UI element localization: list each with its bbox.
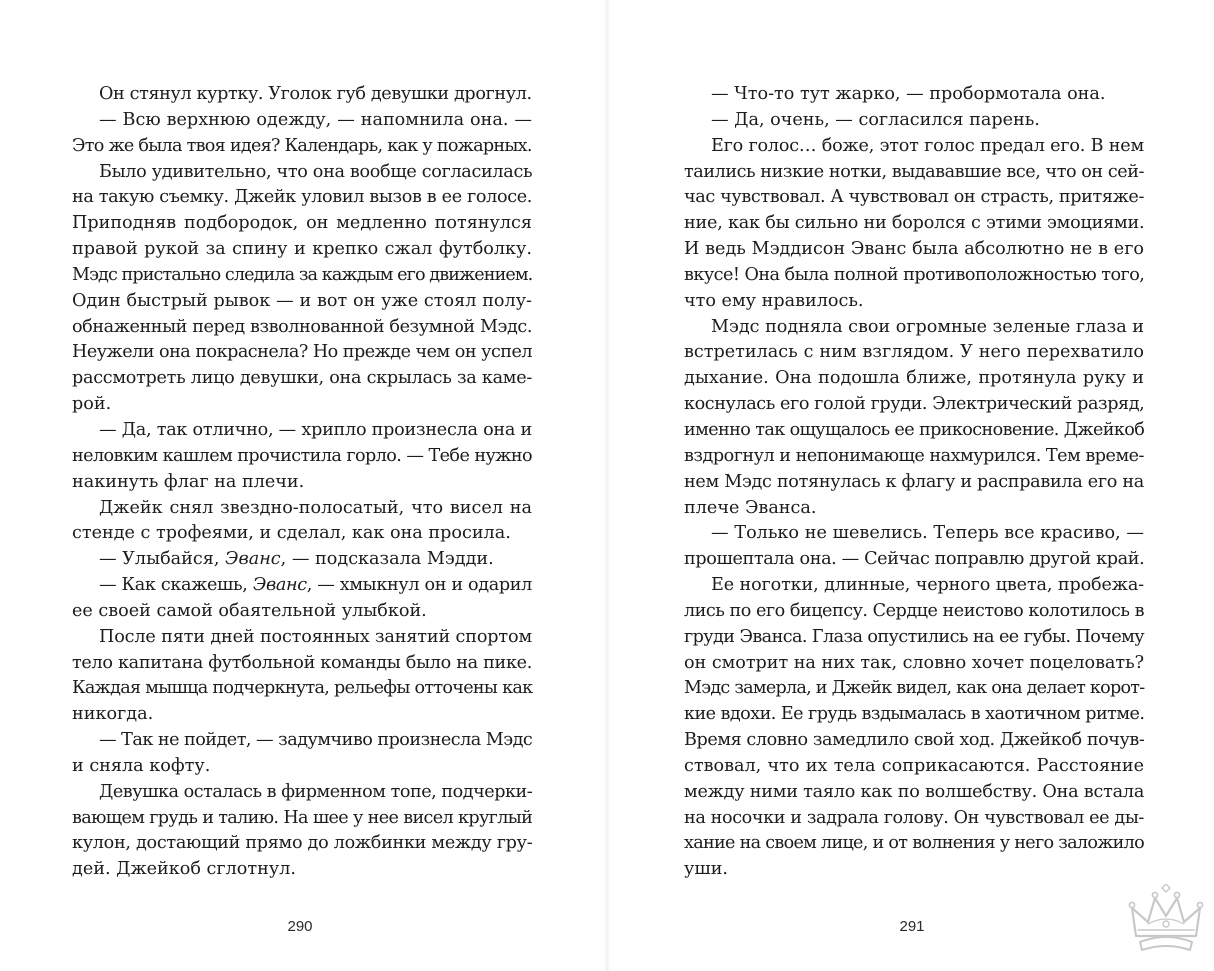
left-text-line: вающем грудь и талию. На шее у нее висел круглый bbox=[72, 807, 533, 828]
left-text-line: дей. Джейкоб сглотнул. bbox=[72, 859, 296, 880]
left-page bbox=[72, 82, 532, 883]
right-text-line: Время словно замедлило свой ход. Джейкоб почув- bbox=[684, 730, 1145, 751]
left-text-line: рой. bbox=[72, 394, 112, 415]
left-text-line: Мэдс пристально следила за каждым его движением. bbox=[72, 264, 533, 285]
left-text-line: Один быстрый рывок — и вот он уже стоял полу- bbox=[72, 290, 532, 311]
left-text-line: ее своей самой обаятельной улыбкой. bbox=[72, 600, 427, 621]
right-text-line: Его голос… боже, этот голос предал его. В нем bbox=[711, 135, 1144, 156]
right-text-line: коснулась его голой груди. Электрический разряд, bbox=[684, 394, 1145, 415]
left-page-text bbox=[72, 82, 532, 883]
right-text-line: — Что-то тут жарко, — пробормотала она. bbox=[711, 84, 1106, 104]
left-text-line: Джейк снял звездно-полосатый, что висел на bbox=[99, 497, 532, 518]
right-text-line: вкусе! Она была полной противоположностью того, bbox=[684, 264, 1145, 285]
left-text-line: никогда. bbox=[72, 704, 154, 725]
right-text-line: час чувствовал. А чувствовал он страсть, притяже- bbox=[684, 187, 1145, 208]
left-text-line: После пяти дней постоянных занятий спортом bbox=[99, 626, 532, 647]
right-text-line: нем Мэдс потянулась к флагу и расправила его на bbox=[684, 471, 1144, 492]
right-text-line: Мэдс замерла, и Джейк видел, как она делает корот- bbox=[684, 678, 1145, 699]
left-text-line: правой рукой за спину и крепко сжал футболку. bbox=[72, 239, 532, 260]
left-text-line: и сняла кофту. bbox=[72, 755, 211, 776]
right-page-text bbox=[684, 82, 1144, 883]
right-text-line: лись по его бицепсу. Сердце неистово колотилось в bbox=[684, 600, 1144, 621]
left-line-italic: Эванс bbox=[252, 575, 307, 596]
right-text-line: кие вдохи. Ее грудь вздымалась в хаотичном ритме. bbox=[684, 704, 1145, 725]
left-line-italic: Эванс bbox=[225, 549, 281, 570]
left-text-line: накинуть флаг на плечи. bbox=[72, 471, 305, 492]
right-text-line: он смотрит на них так, словно хочет поцеловать? bbox=[684, 652, 1144, 673]
right-text-line: дыхание. Она подошла ближе, протянула руку и bbox=[684, 368, 1144, 389]
crown-icon bbox=[1128, 884, 1204, 964]
left-text-line: стенде с трофеями, и сделал, как она просила. bbox=[72, 523, 511, 544]
left-text-line: на такую съемку. Джейк уловил вызов в ее голосе. bbox=[72, 187, 532, 208]
right-text-line: плече Эванса. bbox=[684, 497, 817, 518]
right-text-line: между ними таяло как по волшебству. Она встала bbox=[684, 781, 1145, 802]
left-text-line bbox=[72, 573, 532, 599]
left-text-line: Неужели она покраснела? Но прежде чем он успел bbox=[72, 342, 533, 363]
right-text-line: Ее ноготки, длинные, черного цвета, пробежа- bbox=[711, 575, 1144, 596]
right-text-line: вздрогнул и непонимающе нахмурился. Тем време- bbox=[684, 445, 1144, 466]
right-page bbox=[684, 82, 1144, 883]
left-text-line: Это же была твоя идея? Календарь, как у пожарных. bbox=[72, 135, 532, 156]
left-text-line: Приподняв подбородок, он медленно потянулся bbox=[72, 213, 532, 234]
right-text-line: груди Эванса. Глаза опустились на ее губы. Почему bbox=[684, 626, 1144, 647]
left-text-line: — Всю верхнюю одежду, — напомнила она. — bbox=[99, 109, 532, 130]
right-text-line: хание на своем лице, и от волнения у него заложило bbox=[684, 833, 1144, 854]
left-text-line: — Так не пойдет, — задумчиво произнесла Мэдс bbox=[99, 730, 533, 751]
left-text-line: кулон, достающий прямо до ложбинки между гру- bbox=[72, 833, 533, 854]
right-text-line: что ему нравилось. bbox=[684, 290, 864, 311]
left-text-line: — Да, так отлично, — хрипло произнесла она и bbox=[99, 419, 532, 440]
right-text-line: таились низкие нотки, выдававшие все, что он сей- bbox=[684, 161, 1144, 182]
left-line-fragment: — Улыбайся, bbox=[99, 549, 226, 570]
right-text-line: — Только не шевелись. Теперь все красиво, — bbox=[711, 523, 1144, 544]
left-text-line: неловким кашлем прочистила горло. — Тебе нужно bbox=[72, 445, 532, 466]
right-text-line: прошептала она. — Сейчас поправлю другой край. bbox=[684, 549, 1145, 570]
book-gutter bbox=[604, 0, 610, 971]
left-text-line: Девушка осталась в фирменном топе, подчерки- bbox=[99, 781, 533, 802]
right-text-line: ние, как бы сильно ни боролся с этими эмоциями. bbox=[684, 213, 1145, 234]
right-text-line: Мэдс подняла свои огромные зеленые глаза и bbox=[711, 316, 1144, 337]
left-page-number: 290 bbox=[287, 918, 313, 935]
right-text-line: на носочки и задрала голову. Он чувствовал ее ды- bbox=[684, 807, 1144, 828]
right-text-line: уши. bbox=[684, 859, 729, 880]
right-text-line: — Да, очень, — согласился парень. bbox=[711, 109, 1040, 130]
left-line-fragment: , — подсказала Мэдди. bbox=[280, 549, 494, 570]
right-text-line: И ведь Мэддисон Эванс была абсолютно не в его bbox=[684, 239, 1144, 260]
right-page-number: 291 bbox=[899, 918, 925, 935]
left-text-line: Было удивительно, что она вообще согласилась bbox=[99, 161, 533, 182]
left-text-line: рассмотреть лицо девушки, она скрылась за каме- bbox=[72, 368, 532, 389]
left-text-line bbox=[72, 547, 532, 573]
left-text-line: Каждая мышца подчеркнута, рельефы отточены как bbox=[72, 678, 533, 699]
right-text-line: именно так ощущалось ее прикосновение. Джейкоб bbox=[684, 419, 1145, 440]
right-text-line: встретилась с ним взглядом. У него перехватило bbox=[684, 342, 1144, 363]
left-line-fragment: , — хмыкнул он и одарил bbox=[306, 575, 533, 596]
left-text-line: обнаженный перед взволнованной безумной Мэдс. bbox=[72, 316, 532, 337]
left-text-line: тело капитана футбольной команды было на пике. bbox=[72, 652, 533, 673]
left-text-line: Он стянул куртку. Уголок губ девушки дрогнул. bbox=[99, 84, 532, 104]
left-line-fragment: — Как скажешь, bbox=[99, 575, 253, 596]
right-text-line: ствовал, что их тела соприкасаются. Расстояние bbox=[684, 755, 1144, 776]
